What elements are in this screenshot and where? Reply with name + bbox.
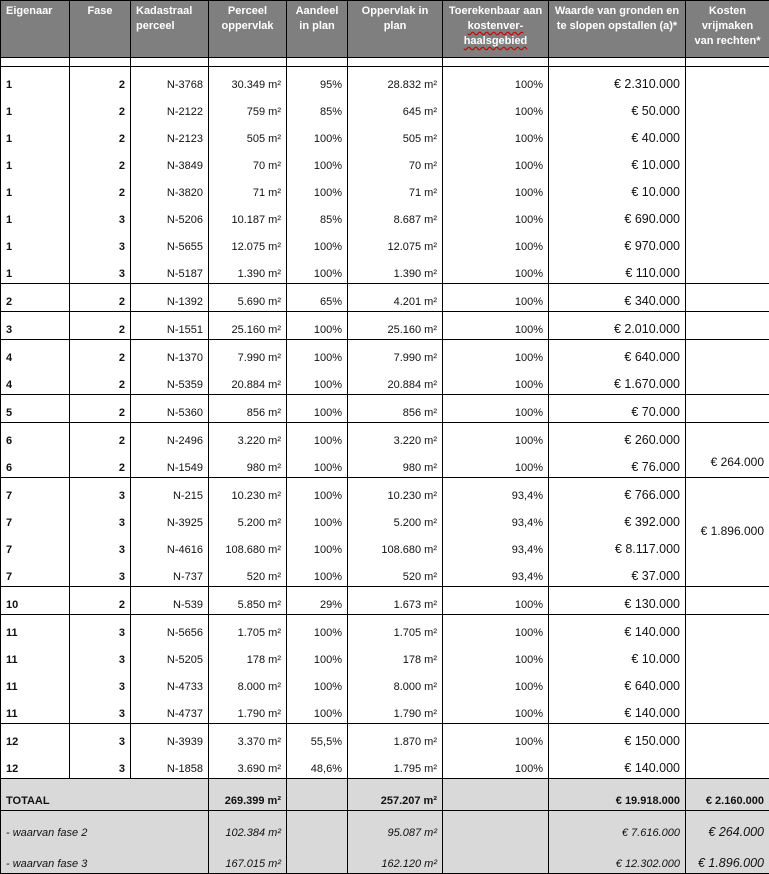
cell-toerekenbaar: 93,4% (443, 532, 549, 559)
cell-perceel-oppervlak: 10.187 m² (209, 202, 287, 229)
cell-fase: 3 (70, 505, 131, 532)
cell-fase: 2 (70, 423, 131, 451)
cell-aandeel: 100% (287, 148, 348, 175)
cell-kosten-empty (686, 669, 769, 696)
cell-fase: 3 (70, 559, 131, 587)
cell-eigenaar: 6 (1, 423, 70, 451)
table-row (1, 559, 769, 587)
cell-perceel: N-5206 (131, 202, 209, 229)
cell-toerekenbaar: 93,4% (443, 478, 549, 506)
cell-perceel-oppervlak: 1.705 m² (209, 615, 287, 643)
cell-perceel: N-1551 (131, 312, 209, 340)
table-row (1, 67, 769, 95)
cell-perceel-oppervlak: 5.690 m² (209, 284, 287, 312)
cell-toerekenbaar: 100% (443, 724, 549, 752)
cell-waarde: € 70.000 (549, 395, 686, 423)
cell-kosten-empty (686, 67, 769, 95)
table-row (1, 148, 769, 175)
cell-toerekenbaar: 100% (443, 67, 549, 95)
cell-perceel: N-5187 (131, 256, 209, 284)
cell-oppervlak-plan: 505 m² (348, 121, 443, 148)
cell-waarde: € 340.000 (549, 284, 686, 312)
cell-oppervlak-plan: 8.000 m² (348, 669, 443, 696)
cell-fase: 2 (70, 148, 131, 175)
cell-kosten-empty (686, 94, 769, 121)
table-row (1, 312, 769, 340)
cell-perceel: N-539 (131, 587, 209, 615)
cell-toerekenbaar: 100% (443, 256, 549, 284)
cell-aandeel: 100% (287, 423, 348, 451)
cell-aandeel: 100% (287, 256, 348, 284)
cell-toerekenbaar: 100% (443, 751, 549, 779)
cell-eigenaar: 1 (1, 121, 70, 148)
cell-perceel-oppervlak: 5.850 m² (209, 587, 287, 615)
cell-waarde: € 140.000 (549, 696, 686, 724)
table-row (1, 587, 769, 615)
cell-kosten: € 1.896.000 (686, 478, 769, 587)
header-fase: Fase (70, 1, 131, 58)
cell-perceel-oppervlak: 178 m² (209, 642, 287, 669)
table-row (1, 423, 769, 451)
cell-toerekenbaar: 100% (443, 587, 549, 615)
cell-aandeel: 100% (287, 478, 348, 506)
table-row (1, 340, 769, 368)
cell-toerekenbaar: 100% (443, 340, 549, 368)
cell-perceel-oppervlak: 980 m² (209, 450, 287, 478)
cell-eigenaar: 3 (1, 312, 70, 340)
table-row (1, 94, 769, 121)
cell-aandeel: 100% (287, 696, 348, 724)
cell-perceel-oppervlak: 25.160 m² (209, 312, 287, 340)
cell-fase: 2 (70, 94, 131, 121)
cell-waarde: € 140.000 (549, 615, 686, 643)
cell-waarde: € 10.000 (549, 642, 686, 669)
cell-kosten-empty (686, 340, 769, 368)
cell-aandeel: 100% (287, 312, 348, 340)
cell-oppervlak-plan: 980 m² (348, 450, 443, 478)
cell-oppervlak-plan: 8.687 m² (348, 202, 443, 229)
cell-kosten: € 264.000 (686, 450, 769, 478)
table-row (1, 229, 769, 256)
cell-perceel-oppervlak: 20.884 m² (209, 367, 287, 395)
cell-kosten-empty (686, 202, 769, 229)
cell-perceel: N-4616 (131, 532, 209, 559)
fase2-kosten: € 264.000 (686, 811, 769, 843)
cell-aandeel: 95% (287, 67, 348, 95)
cell-kosten-empty (686, 367, 769, 395)
cell-perceel-oppervlak: 3.370 m² (209, 724, 287, 752)
cell-toerekenbaar: 93,4% (443, 559, 549, 587)
cell-fase: 3 (70, 478, 131, 506)
cell-perceel: N-4737 (131, 696, 209, 724)
cell-perceel-oppervlak: 520 m² (209, 559, 287, 587)
cell-toerekenbaar: 100% (443, 148, 549, 175)
cell-kosten-empty (686, 148, 769, 175)
cell-kosten-empty (686, 615, 769, 643)
cell-waarde: € 10.000 (549, 175, 686, 202)
cell-perceel: N-2122 (131, 94, 209, 121)
cell-waarde: € 2.010.000 (549, 312, 686, 340)
cell-eigenaar: 1 (1, 148, 70, 175)
totaal-oppervlak: 269.399 m² (209, 779, 287, 811)
cell-aandeel: 55,5% (287, 724, 348, 752)
cell-eigenaar: 7 (1, 532, 70, 559)
cell-fase: 3 (70, 724, 131, 752)
header-row (1, 1, 769, 58)
cell-aandeel: 100% (287, 340, 348, 368)
table-row (1, 367, 769, 395)
cell-aandeel: 100% (287, 642, 348, 669)
cell-perceel: N-5655 (131, 229, 209, 256)
cell-kosten-empty (686, 724, 769, 752)
cell-eigenaar: 7 (1, 505, 70, 532)
cell-waarde: € 2.310.000 (549, 67, 686, 95)
cell-waarde: € 140.000 (549, 751, 686, 779)
cell-fase: 3 (70, 615, 131, 643)
spacer-row (1, 58, 769, 67)
fase2-toerekenbaar-empty (443, 811, 549, 843)
cell-eigenaar: 1 (1, 202, 70, 229)
cell-perceel-oppervlak: 70 m² (209, 148, 287, 175)
cell-oppervlak-plan: 70 m² (348, 148, 443, 175)
cell-aandeel: 100% (287, 450, 348, 478)
cell-eigenaar: 2 (1, 284, 70, 312)
cell-waarde: € 690.000 (549, 202, 686, 229)
cell-perceel-oppervlak: 3.690 m² (209, 751, 287, 779)
fase2-oppervlak-plan: 95.087 m² (348, 811, 443, 843)
cell-perceel: N-1370 (131, 340, 209, 368)
cell-oppervlak-plan: 5.200 m² (348, 505, 443, 532)
cell-kosten-empty (686, 229, 769, 256)
cell-perceel-oppervlak: 7.990 m² (209, 340, 287, 368)
cell-waarde: € 10.000 (549, 148, 686, 175)
cell-waarde: € 640.000 (549, 669, 686, 696)
cell-perceel-oppervlak: 8.000 m² (209, 669, 287, 696)
cell-oppervlak-plan: 1.795 m² (348, 751, 443, 779)
cell-fase: 2 (70, 587, 131, 615)
cell-aandeel: 85% (287, 94, 348, 121)
cell-eigenaar: 1 (1, 175, 70, 202)
cell-waarde: € 110.000 (549, 256, 686, 284)
cell-perceel-oppervlak: 71 m² (209, 175, 287, 202)
cell-perceel: N-3925 (131, 505, 209, 532)
cell-eigenaar: 4 (1, 367, 70, 395)
fase3-toerekenbaar-empty (443, 842, 549, 874)
table-row (1, 669, 769, 696)
cell-fase: 2 (70, 312, 131, 340)
cell-eigenaar: 10 (1, 587, 70, 615)
cell-waarde: € 130.000 (549, 587, 686, 615)
cell-eigenaar: 5 (1, 395, 70, 423)
cell-oppervlak-plan: 12.075 m² (348, 229, 443, 256)
cell-oppervlak-plan: 10.230 m² (348, 478, 443, 506)
cell-aandeel: 65% (287, 284, 348, 312)
cell-oppervlak-plan: 20.884 m² (348, 367, 443, 395)
header-toerekenbaar-line3: haalsgebied (464, 35, 528, 47)
cell-oppervlak-plan: 28.832 m² (348, 67, 443, 95)
cell-toerekenbaar: 100% (443, 395, 549, 423)
cell-perceel-oppervlak: 505 m² (209, 121, 287, 148)
cell-toerekenbaar: 100% (443, 284, 549, 312)
cell-oppervlak-plan: 1.870 m² (348, 724, 443, 752)
table-row (1, 478, 769, 506)
cell-aandeel: 48,6% (287, 751, 348, 779)
cell-fase: 3 (70, 202, 131, 229)
cell-toerekenbaar: 100% (443, 229, 549, 256)
cell-perceel: N-1549 (131, 450, 209, 478)
cell-waarde: € 392.000 (549, 505, 686, 532)
cell-kosten-empty (686, 395, 769, 423)
cell-eigenaar: 6 (1, 450, 70, 478)
cell-kosten-empty (686, 284, 769, 312)
cell-perceel: N-3849 (131, 148, 209, 175)
cell-perceel-oppervlak: 5.200 m² (209, 505, 287, 532)
cell-oppervlak-plan: 3.220 m² (348, 423, 443, 451)
fase3-label: - waarvan fase 3 (1, 842, 209, 874)
cell-oppervlak-plan: 1.390 m² (348, 256, 443, 284)
cell-waarde: € 150.000 (549, 724, 686, 752)
table-row (1, 121, 769, 148)
cell-toerekenbaar: 100% (443, 175, 549, 202)
cell-fase: 3 (70, 669, 131, 696)
cell-aandeel: 100% (287, 121, 348, 148)
cell-kosten-empty (686, 121, 769, 148)
cell-perceel: N-1392 (131, 284, 209, 312)
table-row (1, 450, 769, 478)
cell-eigenaar: 4 (1, 340, 70, 368)
cell-eigenaar: 12 (1, 751, 70, 779)
cell-perceel-oppervlak: 30.349 m² (209, 67, 287, 95)
table-row (1, 284, 769, 312)
cell-perceel-oppervlak: 3.220 m² (209, 423, 287, 451)
cell-waarde: € 260.000 (549, 423, 686, 451)
cell-perceel: N-3820 (131, 175, 209, 202)
cell-waarde: € 50.000 (549, 94, 686, 121)
table-row (1, 395, 769, 423)
fase3-waarde: € 12.302.000 (549, 842, 686, 874)
cell-eigenaar: 1 (1, 67, 70, 95)
fase3-oppervlak: 167.015 m² (209, 842, 287, 874)
cell-oppervlak-plan: 71 m² (348, 175, 443, 202)
fase3-aandeel-empty (287, 842, 348, 874)
cell-aandeel: 100% (287, 615, 348, 643)
header-kosten: Kosten vrijmaken van rechten* (686, 1, 769, 58)
cell-fase: 3 (70, 256, 131, 284)
cell-aandeel: 100% (287, 367, 348, 395)
cell-aandeel: 100% (287, 669, 348, 696)
cell-perceel-oppervlak: 1.790 m² (209, 696, 287, 724)
cell-kosten-empty (686, 751, 769, 779)
cell-oppervlak-plan: 645 m² (348, 94, 443, 121)
cell-oppervlak-plan: 25.160 m² (348, 312, 443, 340)
cell-perceel: N-3939 (131, 724, 209, 752)
cell-perceel: N-5360 (131, 395, 209, 423)
cell-perceel-oppervlak: 12.075 m² (209, 229, 287, 256)
cell-eigenaar: 11 (1, 696, 70, 724)
cell-aandeel: 100% (287, 505, 348, 532)
cell-toerekenbaar: 100% (443, 312, 549, 340)
table-row (1, 642, 769, 669)
table-row (1, 202, 769, 229)
cell-oppervlak-plan: 108.680 m² (348, 532, 443, 559)
cell-kosten-empty (686, 642, 769, 669)
cell-perceel: N-4733 (131, 669, 209, 696)
cell-eigenaar: 1 (1, 94, 70, 121)
cell-fase: 2 (70, 284, 131, 312)
fase2-waarde: € 7.616.000 (549, 811, 686, 843)
table-row (1, 696, 769, 724)
cell-perceel-oppervlak: 1.390 m² (209, 256, 287, 284)
cell-fase: 3 (70, 696, 131, 724)
cell-toerekenbaar: 93,4% (443, 505, 549, 532)
cell-toerekenbaar: 100% (443, 202, 549, 229)
cell-oppervlak-plan: 1.673 m² (348, 587, 443, 615)
fase2-aandeel-empty (287, 811, 348, 843)
cell-eigenaar: 1 (1, 256, 70, 284)
header-waarde: Waarde van gronden en te slopen opstallen (a)* (549, 1, 686, 58)
cell-perceel: N-5205 (131, 642, 209, 669)
cell-waarde: € 40.000 (549, 121, 686, 148)
cell-fase: 2 (70, 367, 131, 395)
cell-oppervlak-plan: 7.990 m² (348, 340, 443, 368)
cell-oppervlak-plan: 4.201 m² (348, 284, 443, 312)
cell-toerekenbaar: 100% (443, 615, 549, 643)
totaal-waarde: € 19.918.000 (549, 779, 686, 811)
cell-toerekenbaar: 100% (443, 423, 549, 451)
cell-kosten-empty (686, 256, 769, 284)
cell-oppervlak-plan: 1.790 m² (348, 696, 443, 724)
cell-waarde: € 970.000 (549, 229, 686, 256)
cell-oppervlak-plan: 856 m² (348, 395, 443, 423)
totaal-label: TOTAAL (1, 779, 209, 811)
cell-eigenaar: 7 (1, 478, 70, 506)
totaal-oppervlak-plan: 257.207 m² (348, 779, 443, 811)
fase3-row (1, 842, 769, 874)
header-toerekenbaar-line1: Toerekenbaar aan (449, 5, 542, 17)
table-row (1, 724, 769, 752)
cell-fase: 3 (70, 642, 131, 669)
cell-kosten-empty (686, 175, 769, 202)
cell-kosten-empty (686, 587, 769, 615)
cell-aandeel: 100% (287, 229, 348, 256)
table-body (1, 58, 769, 779)
header-toerekenbaar (443, 1, 549, 58)
cell-fase: 3 (70, 229, 131, 256)
cell-toerekenbaar: 100% (443, 450, 549, 478)
cell-perceel: N-5359 (131, 367, 209, 395)
cell-fase: 2 (70, 67, 131, 95)
cell-kosten-empty (686, 423, 769, 451)
cell-aandeel: 100% (287, 559, 348, 587)
fase3-kosten: € 1.896.000 (686, 842, 769, 874)
header-eigenaar: Eigenaar (1, 1, 70, 58)
cell-eigenaar: 12 (1, 724, 70, 752)
cell-aandeel: 100% (287, 175, 348, 202)
table-row (1, 505, 769, 532)
cell-toerekenbaar: 100% (443, 696, 549, 724)
cell-perceel-oppervlak: 856 m² (209, 395, 287, 423)
cell-fase: 2 (70, 340, 131, 368)
fase2-oppervlak: 102.384 m² (209, 811, 287, 843)
cell-eigenaar: 11 (1, 669, 70, 696)
cell-perceel: N-2123 (131, 121, 209, 148)
cell-fase: 3 (70, 532, 131, 559)
cell-toerekenbaar: 100% (443, 367, 549, 395)
table-row (1, 751, 769, 779)
cell-perceel-oppervlak: 10.230 m² (209, 478, 287, 506)
cell-oppervlak-plan: 520 m² (348, 559, 443, 587)
cell-perceel: N-2496 (131, 423, 209, 451)
cell-perceel: N-5656 (131, 615, 209, 643)
cell-perceel-oppervlak: 759 m² (209, 94, 287, 121)
cell-fase: 2 (70, 395, 131, 423)
cell-fase: 3 (70, 751, 131, 779)
header-perceel-oppervlak: Perceel oppervlak (209, 1, 287, 58)
totaal-kosten: € 2.160.000 (686, 779, 769, 811)
cell-waarde: € 76.000 (549, 450, 686, 478)
cell-kosten-empty (686, 696, 769, 724)
cell-aandeel: 85% (287, 202, 348, 229)
cell-perceel: N-215 (131, 478, 209, 506)
cell-waarde: € 8.117.000 (549, 532, 686, 559)
table-row (1, 175, 769, 202)
table-row (1, 615, 769, 643)
cell-fase: 2 (70, 450, 131, 478)
cell-oppervlak-plan: 1.705 m² (348, 615, 443, 643)
cell-eigenaar: 1 (1, 229, 70, 256)
cell-aandeel: 100% (287, 395, 348, 423)
cell-perceel: N-3768 (131, 67, 209, 95)
fase3-oppervlak-plan: 162.120 m² (348, 842, 443, 874)
table-row (1, 532, 769, 559)
header-kadastraal: Kadastraal perceel (131, 1, 209, 58)
cell-waarde: € 640.000 (549, 340, 686, 368)
cell-fase: 2 (70, 121, 131, 148)
fase2-row (1, 811, 769, 843)
cell-perceel-oppervlak: 108.680 m² (209, 532, 287, 559)
cell-toerekenbaar: 100% (443, 121, 549, 148)
cell-aandeel: 100% (287, 532, 348, 559)
cell-waarde: € 766.000 (549, 478, 686, 506)
cell-perceel: N-1858 (131, 751, 209, 779)
cell-waarde: € 1.670.000 (549, 367, 686, 395)
header-toerekenbaar-line2: kostenver- (468, 20, 524, 32)
cell-fase: 2 (70, 175, 131, 202)
cell-aandeel: 29% (287, 587, 348, 615)
cell-eigenaar: 7 (1, 559, 70, 587)
cell-toerekenbaar: 100% (443, 642, 549, 669)
cell-eigenaar: 11 (1, 642, 70, 669)
cell-perceel: N-737 (131, 559, 209, 587)
table-row (1, 256, 769, 284)
cell-toerekenbaar: 100% (443, 94, 549, 121)
cell-oppervlak-plan: 178 m² (348, 642, 443, 669)
cell-waarde: € 37.000 (549, 559, 686, 587)
fase2-label: - waarvan fase 2 (1, 811, 209, 843)
cell-kosten-empty (686, 312, 769, 340)
cell-toerekenbaar: 100% (443, 669, 549, 696)
cell-eigenaar: 11 (1, 615, 70, 643)
header-oppervlak-plan: Oppervlak in plan (348, 1, 443, 58)
header-aandeel: Aandeel in plan (287, 1, 348, 58)
